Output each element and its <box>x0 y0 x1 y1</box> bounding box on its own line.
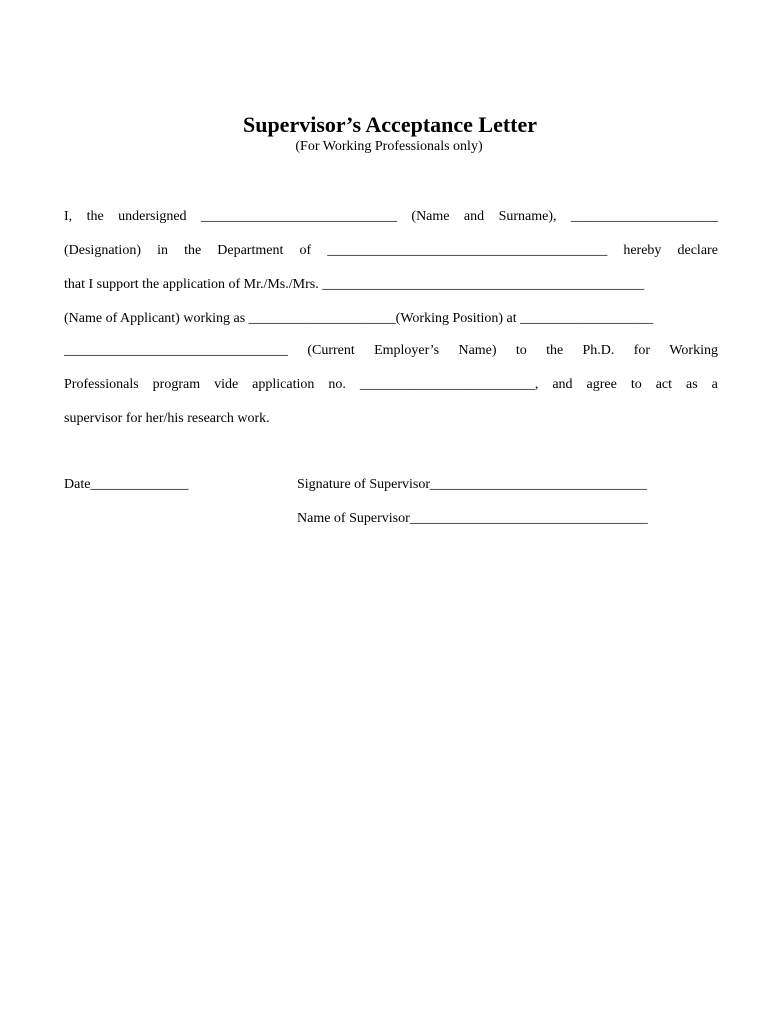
line5-word: Employer’s <box>374 343 440 358</box>
line1-word: I, <box>64 209 73 224</box>
line2-word: of <box>299 243 312 258</box>
line5-word: (Current <box>307 343 355 358</box>
line6-word: a <box>711 377 718 392</box>
line1-word: and <box>463 209 485 224</box>
line6-word: no. <box>328 377 346 392</box>
line1-word: undersigned <box>118 209 187 224</box>
line1-word: Surname), <box>498 209 557 224</box>
department-blank: ________________________________________ <box>327 243 608 258</box>
body-line-4: (Name of Applicant) working as _____________________(Working Position) at ___________________ <box>64 311 654 326</box>
line6-word: program <box>152 377 201 392</box>
body-line-2 <box>64 242 718 260</box>
line5-word: to <box>515 343 527 358</box>
line5-word: Name) <box>458 343 497 358</box>
line6-word: application <box>252 377 315 392</box>
name-surname-blank: ____________________________ <box>200 209 397 224</box>
name-of-supervisor-field: Name of Supervisor__________________________________ <box>297 511 648 526</box>
line2-word: declare <box>677 243 718 258</box>
line6-word: as <box>686 377 698 392</box>
line5-word: Working <box>669 343 718 358</box>
line2-word: Department <box>217 243 284 258</box>
line6-word: act <box>655 377 673 392</box>
line6-word: vide <box>214 377 239 392</box>
date-field: Date______________ <box>64 477 189 492</box>
line2-word: the <box>184 243 202 258</box>
line6-word: Professionals <box>64 377 139 392</box>
document-subtitle: (For Working Professionals only) <box>295 139 483 154</box>
line2-word: hereby <box>623 243 662 258</box>
line6-word: to <box>630 377 642 392</box>
body-line-1 <box>64 208 718 226</box>
body-line-7: supervisor for her/his research work. <box>64 411 270 426</box>
line5-word: for <box>633 343 651 358</box>
body-line-5 <box>64 342 718 360</box>
line2-word: in <box>157 243 168 258</box>
line5-word: the <box>546 343 564 358</box>
line5-word: Ph.D. <box>582 343 615 358</box>
designation-blank: _____________________ <box>570 209 718 224</box>
document-title: Supervisor’s Acceptance Letter <box>242 112 538 137</box>
body-line-3: that I support the application of Mr./Ms./Mrs. ______________________________________________ <box>64 277 645 292</box>
line1-word: the <box>86 209 104 224</box>
body-line-6 <box>64 376 718 394</box>
application-number-blank: _________________________, <box>359 377 539 392</box>
employer-blank: ________________________________ <box>64 343 288 358</box>
line6-word: agree <box>586 377 617 392</box>
line6-word: and <box>552 377 573 392</box>
line2-word: (Designation) <box>64 243 141 258</box>
line1-word: (Name <box>411 209 450 224</box>
signature-of-supervisor-field: Signature of Supervisor_______________________________ <box>297 477 647 492</box>
